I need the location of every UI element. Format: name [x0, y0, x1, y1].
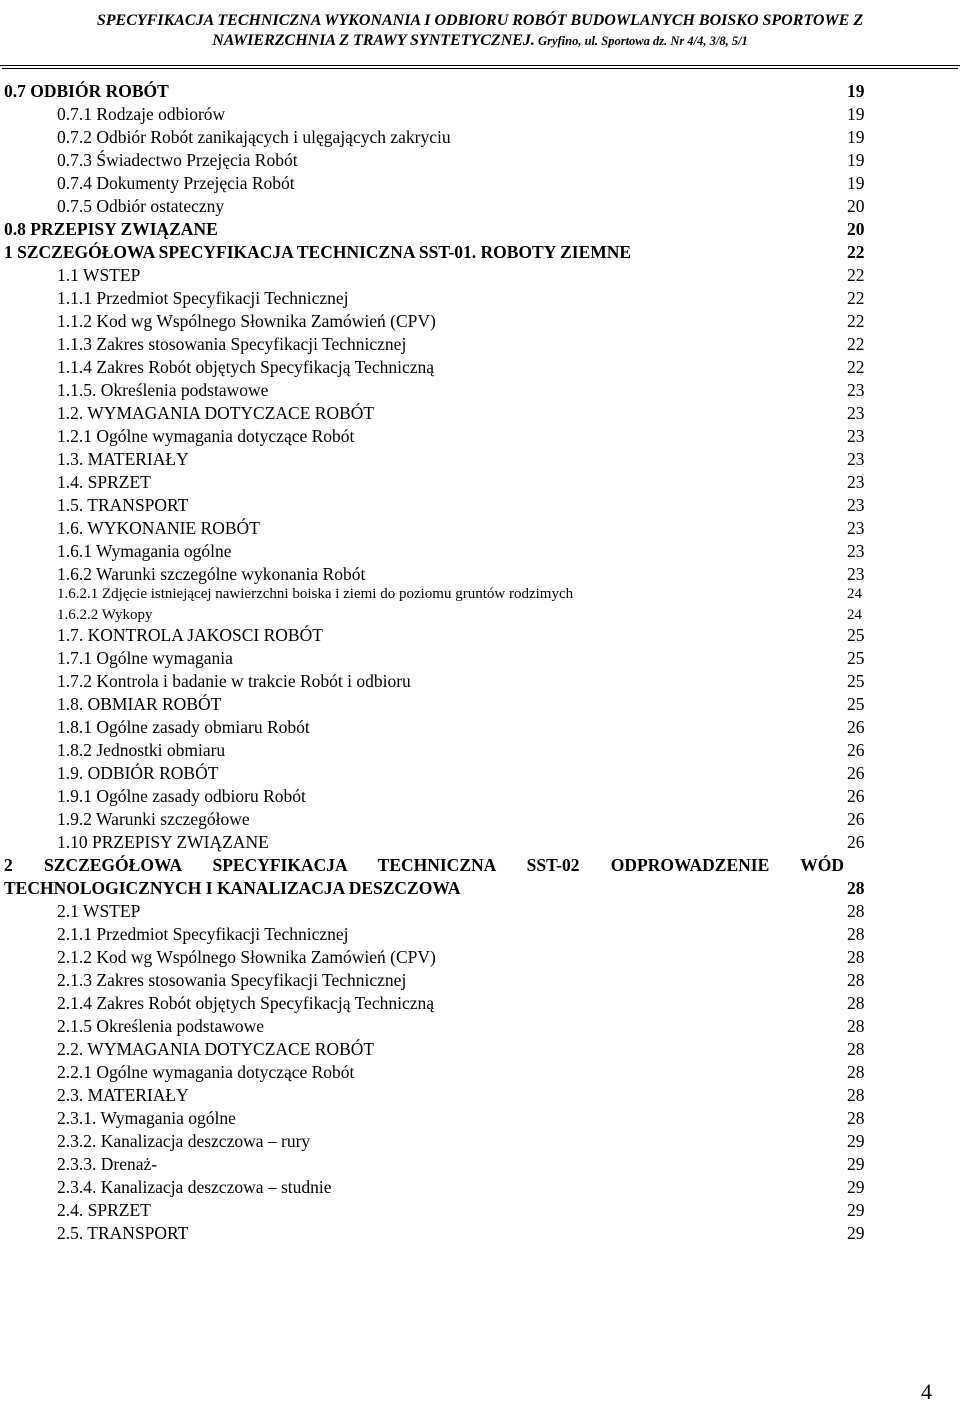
- toc-entry[interactable]: [0, 716, 960, 739]
- toc-entry-page: 29: [847, 1131, 865, 1151]
- page-number: 4: [921, 1379, 932, 1404]
- toc-chapter-title-line1[interactable]: 2 SZCZEGÓŁOWA SPECYFIKACJA TECHNICZNA SST-02 ODPROWADZENIE WÓD: [4, 855, 844, 875]
- toc-entry-page: 23: [847, 403, 865, 423]
- toc-entry-title: 1.6.2 Warunki szczególne wykonania Robót: [57, 564, 366, 584]
- toc-entry-page: 25: [847, 694, 865, 714]
- toc-entry[interactable]: [0, 310, 960, 333]
- toc-entry-page: 28: [847, 878, 865, 898]
- toc-entry-title: 0.7.3 Świadectwo Przejęcia Robót: [57, 150, 298, 170]
- toc-entry-title: 2.2.1 Ogólne wymagania dotyczące Robót: [57, 1062, 355, 1082]
- toc-entry-title: 1.10 PRZEPISY ZWIĄZANE: [57, 832, 269, 852]
- toc-entry-page: 28: [847, 1062, 865, 1082]
- toc-entry-title: TECHNOLOGICZNYCH I KANALIZACJA DESZCZOWA: [4, 878, 461, 898]
- toc-entry-title: 0.7.2 Odbiór Robót zanikających i ulęgających zakryciu: [57, 127, 451, 147]
- toc-entry-title: 1.9.2 Warunki szczegółowe: [57, 809, 250, 829]
- toc-entry-page: 19: [847, 173, 865, 193]
- toc-entry-title: 1.8.2 Jednostki obmiaru: [57, 740, 226, 760]
- toc-entry-title: 0.7.1 Rodzaje odbiorów: [57, 104, 226, 124]
- toc-entry-page: 29: [847, 1154, 865, 1174]
- toc-entry-page: 28: [847, 1085, 865, 1105]
- toc-entry[interactable]: [0, 1015, 960, 1038]
- toc-entry[interactable]: [0, 785, 960, 808]
- toc-entry[interactable]: [0, 1222, 960, 1245]
- toc-entry-page: 23: [847, 518, 865, 538]
- toc-entry[interactable]: [0, 172, 960, 195]
- toc-entry-page: 23: [847, 426, 865, 446]
- toc-entry-page: 28: [847, 924, 865, 944]
- header-location: Gryfino, ul. Sportowa dz. Nr 4/4, 3/8, 5/1: [534, 34, 748, 48]
- toc-entry[interactable]: [0, 195, 960, 218]
- toc-entry[interactable]: [0, 517, 960, 540]
- toc-entry-page: 28: [847, 993, 865, 1013]
- toc-entry-page: 22: [847, 311, 865, 331]
- toc-entry[interactable]: [0, 1107, 960, 1130]
- toc-entry[interactable]: [0, 1061, 960, 1084]
- header-title-line2-main: NAWIERZCHNIA Z TRAWY SYNTETYCZNEJ.: [212, 32, 535, 49]
- toc-entry-page: 26: [847, 809, 865, 829]
- toc-entry-page: 26: [847, 740, 865, 760]
- toc-entry[interactable]: [0, 80, 960, 103]
- toc-entry-page: 23: [847, 564, 865, 584]
- toc-entry-title: 1.7. KONTROLA JAKOSCI ROBÓT: [57, 625, 323, 645]
- toc-entry-page: 29: [847, 1177, 865, 1197]
- toc-entry-title: 1.8.1 Ogólne zasady obmiaru Robót: [57, 717, 310, 737]
- toc-entry-page: 20: [847, 196, 865, 216]
- toc-entry-title: 1.7.1 Ogólne wymagania: [57, 648, 233, 668]
- toc-entry-page: 22: [847, 288, 865, 308]
- toc-entry[interactable]: [0, 762, 960, 785]
- toc-entry-title: 2.5. TRANSPORT: [57, 1223, 189, 1243]
- toc-entry-title: 1.1.1 Przedmiot Specyfikacji Technicznej: [57, 288, 349, 308]
- toc-entry[interactable]: [0, 969, 960, 992]
- toc-entry-title: 0.7 ODBIÓR ROBÓT: [4, 81, 169, 101]
- toc-entry-title: 2.3.1. Wymagania ogólne: [57, 1108, 236, 1128]
- toc-entry[interactable]: [0, 1153, 960, 1176]
- toc-entry-page: 25: [847, 671, 865, 691]
- toc-entry-page: 24: [847, 607, 862, 623]
- toc-entry-title: 1.9.1 Ogólne zasady odbioru Robót: [57, 786, 306, 806]
- toc-entry[interactable]: [0, 402, 960, 425]
- toc-entry-page: 20: [847, 219, 865, 239]
- toc-entry-page: 22: [847, 265, 865, 285]
- toc-entry-title: 0.7.5 Odbiór ostateczny: [57, 196, 225, 216]
- toc-entry[interactable]: [0, 1199, 960, 1222]
- toc-entry[interactable]: [0, 1130, 960, 1153]
- toc-entry-page: 29: [847, 1200, 865, 1220]
- toc-entry-title: 2.1 WSTEP: [57, 901, 141, 921]
- toc-entry-title: 0.8 PRZEPISY ZWIĄZANE: [4, 219, 218, 239]
- toc-entry-title: 2.3.3. Drenaż-: [57, 1154, 158, 1174]
- toc-entry-title: 2.3.4. Kanalizacja deszczowa – studnie: [57, 1177, 332, 1197]
- toc-entry-page: 19: [847, 150, 865, 170]
- toc-entry[interactable]: [0, 471, 960, 494]
- toc-entry-title: 1.6.2.2 Wykopy: [57, 607, 153, 623]
- toc-entry[interactable]: [0, 494, 960, 517]
- toc-entry[interactable]: [0, 149, 960, 172]
- toc-entry-page: 28: [847, 901, 865, 921]
- toc-entry-page: 23: [847, 541, 865, 561]
- toc-entry-page: 26: [847, 763, 865, 783]
- toc-entry[interactable]: [0, 1038, 960, 1061]
- toc-entry-title: 2.2. WYMAGANIA DOTYCZACE ROBÓT: [57, 1039, 375, 1059]
- toc-entry-page: 23: [847, 472, 865, 492]
- toc-entry-title: 2.1.4 Zakres Robót objętych Specyfikacją Techniczną: [57, 993, 435, 1013]
- toc-entry[interactable]: [0, 900, 960, 923]
- toc-entry[interactable]: [0, 739, 960, 762]
- toc-entry-title: 2.3. MATERIAŁY: [57, 1085, 189, 1105]
- toc-entry[interactable]: [0, 264, 960, 287]
- toc-entry[interactable]: [0, 287, 960, 310]
- toc-entry[interactable]: [0, 670, 960, 693]
- toc-entry-title: 2.1.5 Określenia podstawowe: [57, 1016, 265, 1036]
- toc-entry[interactable]: [0, 241, 960, 264]
- toc-entry[interactable]: [0, 379, 960, 402]
- toc-entry-page: 26: [847, 832, 865, 852]
- toc-entry[interactable]: [0, 831, 960, 854]
- toc-entry-title: 1.1 WSTEP: [57, 265, 141, 285]
- toc-entry-page: 19: [847, 127, 865, 147]
- toc-entry-page: 19: [847, 104, 865, 124]
- toc-entry[interactable]: [0, 583, 960, 606]
- toc-entry-title: 1.9. ODBIÓR ROBÓT: [57, 763, 219, 783]
- toc-entry-page: 29: [847, 1223, 865, 1243]
- toc-entry-title: 1.2.1 Ogólne wymagania dotyczące Robót: [57, 426, 355, 446]
- toc-entry-title: 1.1.3 Zakres stosowania Specyfikacji Technicznej: [57, 334, 407, 354]
- toc-entry[interactable]: [0, 356, 960, 379]
- toc-entry-title: 1.8. OBMIAR ROBÓT: [57, 694, 222, 714]
- toc-entry-title: 1.5. TRANSPORT: [57, 495, 189, 515]
- toc-entry-title: 1.6.2.1 Zdjęcie istniejącej nawierzchni boiska i ziemi do poziomu gruntów rodzimych: [57, 586, 574, 602]
- toc-entry-title: 1.4. SPRZET: [57, 472, 151, 492]
- toc-entry[interactable]: [0, 923, 960, 946]
- toc-entry-page: 28: [847, 947, 865, 967]
- toc-entry-title: 1.6.1 Wymagania ogólne: [57, 541, 232, 561]
- header-title-line1: SPECYFIKACJA TECHNICZNA WYKONANIA I ODBIORU ROBÓT BUDOWLANYCH BOISKO SPORTOWE Z: [96, 12, 864, 29]
- toc-entry[interactable]: [0, 693, 960, 716]
- toc-entry-page: 19: [847, 81, 865, 101]
- toc-entry-title: 2.1.3 Zakres stosowania Specyfikacji Technicznej: [57, 970, 407, 990]
- toc-entry-title: 2.4. SPRZET: [57, 1200, 151, 1220]
- toc-entry-title: 2.1.2 Kod wg Wspólnego Słownika Zamówień (CPV): [57, 947, 436, 967]
- toc-entry[interactable]: [0, 647, 960, 670]
- toc-entry[interactable]: [0, 425, 960, 448]
- toc-entry-page: 28: [847, 1016, 865, 1036]
- toc-entry-title: 1.1.5. Określenia podstawowe: [57, 380, 269, 400]
- toc-entry-page: 25: [847, 625, 865, 645]
- toc-entry[interactable]: [0, 808, 960, 831]
- toc-entry-page: 28: [847, 1108, 865, 1128]
- toc-entry-title: 0.7.4 Dokumenty Przejęcia Robót: [57, 173, 295, 193]
- toc-entry-page: 24: [847, 586, 862, 602]
- toc-entry-title: 2.1.1 Przedmiot Specyfikacji Technicznej: [57, 924, 349, 944]
- toc-entry-page: 22: [847, 242, 865, 262]
- toc-entry[interactable]: [0, 992, 960, 1015]
- toc-entry-page: 23: [847, 380, 865, 400]
- toc-entry-page: 22: [847, 357, 865, 377]
- toc-entry-page: 26: [847, 786, 865, 806]
- toc-entry[interactable]: [0, 448, 960, 471]
- toc-entry[interactable]: [0, 218, 960, 241]
- toc-entry-page: 23: [847, 449, 865, 469]
- toc-entry-title: 2.3.2. Kanalizacja deszczowa – rury: [57, 1131, 311, 1151]
- toc-entry-page: 28: [847, 1039, 865, 1059]
- toc-entry[interactable]: [0, 540, 960, 563]
- toc-entry[interactable]: [0, 946, 960, 969]
- toc-entry[interactable]: [0, 1176, 960, 1199]
- toc-entry-page: 28: [847, 970, 865, 990]
- toc-entry[interactable]: [0, 1084, 960, 1107]
- toc-entry-title: 1.3. MATERIAŁY: [57, 449, 189, 469]
- toc-entry-title: 1.1.2 Kod wg Wspólnego Słownika Zamówień (CPV): [57, 311, 436, 331]
- toc-entry-title: 1.1.4 Zakres Robót objętych Specyfikacją Techniczną: [57, 357, 435, 377]
- toc-entry[interactable]: [0, 333, 960, 356]
- toc-entry[interactable]: [0, 126, 960, 149]
- toc-entry-title: 1 SZCZEGÓŁOWA SPECYFIKACJA TECHNICZNA SST-01. ROBOTY ZIEMNE: [4, 242, 632, 262]
- toc-entry-page: 23: [847, 495, 865, 515]
- toc-entry-title: 1.7.2 Kontrola i badanie w trakcie Robót i odbioru: [57, 671, 411, 691]
- toc-entry[interactable]: [0, 877, 960, 900]
- toc-entry-page: 26: [847, 717, 865, 737]
- toc-entry-title: 1.2. WYMAGANIA DOTYCZACE ROBÓT: [57, 403, 375, 423]
- toc-entry-title: 1.6. WYKONANIE ROBÓT: [57, 518, 260, 538]
- toc-entry-page: 22: [847, 334, 865, 354]
- toc-entry-page: 25: [847, 648, 865, 668]
- toc-entry[interactable]: [0, 103, 960, 126]
- toc-entry[interactable]: [0, 624, 960, 647]
